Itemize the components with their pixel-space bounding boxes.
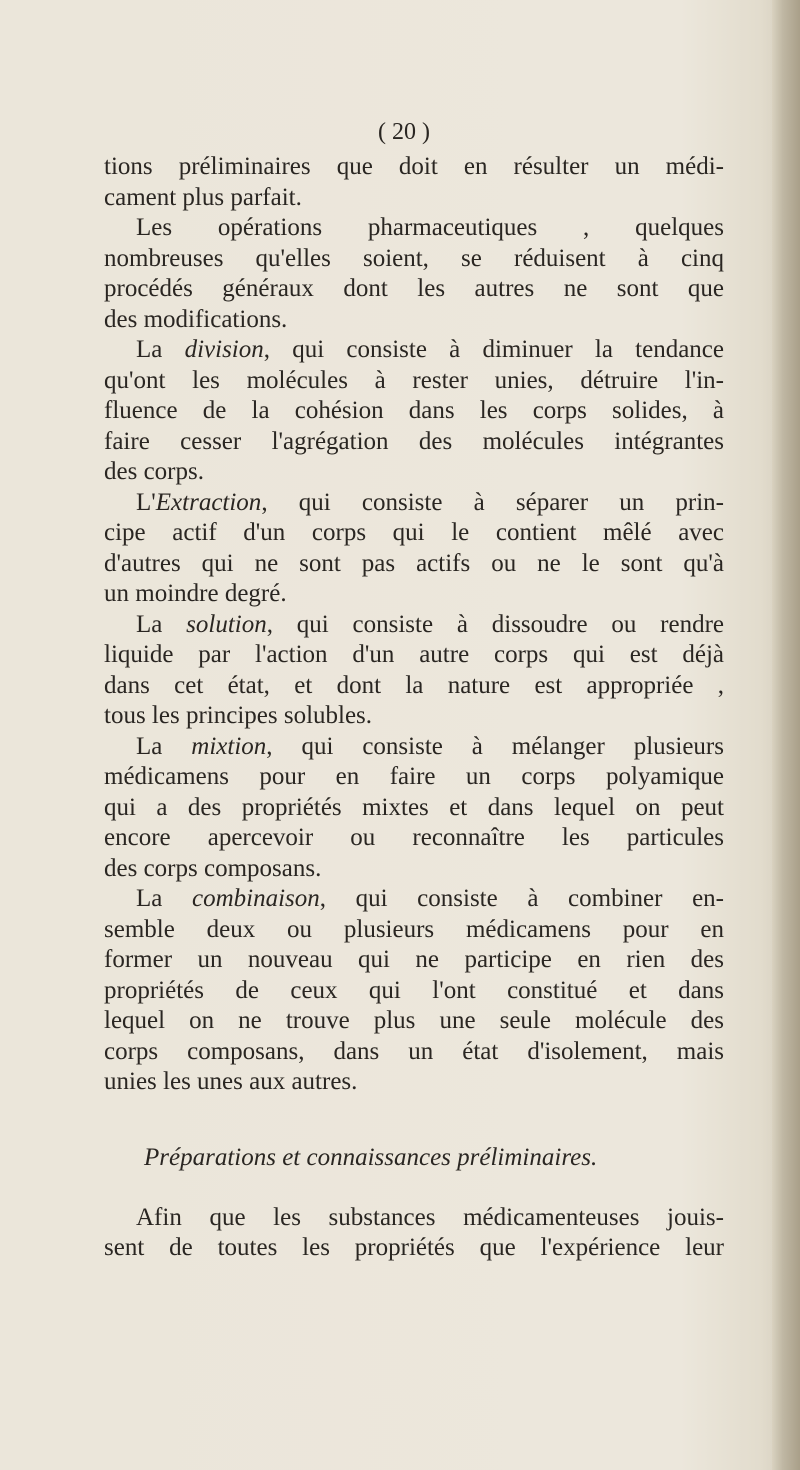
text-line: un moindre degré. (104, 580, 287, 607)
text-line: tions préliminaires que doit en résulter un médi- (104, 153, 724, 180)
text-line: propriétés de ceux qui l'ont constitué et dans (104, 976, 724, 1004)
paragraph (104, 732, 724, 885)
lead-rest: , qui consiste à diminuer la tendance (263, 336, 725, 363)
paragraph (104, 1203, 724, 1264)
page-number: ( 20 ) (378, 119, 430, 145)
text-line: sent de toutes les propriétés que l'expérience leur (104, 1234, 724, 1261)
lead-word: La (136, 610, 187, 638)
text-line: encore apercevoir ou reconnaître les particules (104, 824, 724, 851)
text-line: cipe actif d'un corps qui le contient mêlé avec (104, 519, 724, 546)
lead-rest: , qui consiste à mélanger plusieurs (266, 732, 724, 760)
text-line (104, 488, 724, 519)
term: combinaison (191, 885, 320, 912)
text-line: des corps composans. (104, 854, 322, 882)
lead-word: La (136, 336, 185, 363)
paragraph (104, 610, 724, 732)
text-line: unies les unes aux autres. (104, 1068, 358, 1095)
term: Extraction (155, 488, 262, 516)
term: division (184, 336, 264, 363)
text-line: cament plus parfait. (104, 183, 302, 211)
text-line: semble deux ou plusieurs médicamens pour en (104, 915, 724, 943)
text-line: Les opérations pharmaceutiques , quelques (136, 214, 724, 241)
text-line: lequel on ne trouve plus une seule molécule des (104, 1007, 724, 1034)
paragraph (104, 884, 724, 1098)
page-edge (772, 0, 800, 1470)
lead-rest: , qui consiste à combiner en- (319, 885, 724, 912)
page-text (104, 112, 724, 1264)
text-line (104, 732, 724, 763)
paragraph (104, 152, 724, 213)
paragraph (104, 488, 724, 610)
lead-rest: , qui consiste à dissoudre ou rendre (266, 610, 724, 638)
text-line: médicamens pour en faire un corps polyamique (104, 763, 724, 790)
lead-word: La (136, 732, 192, 760)
text-line: des modifications. (104, 305, 288, 333)
text-line (104, 610, 724, 641)
lead-word: L' (136, 488, 156, 516)
text-line (104, 335, 724, 366)
text-line: qui a des propriétés mixtes et dans lequel on peut (104, 793, 724, 821)
lead-rest: , qui consiste à séparer un prin- (261, 488, 724, 516)
text-line: dans cet état, et dont la nature est appropriée , (104, 671, 724, 699)
text-line: qu'ont les molécules à rester unies, détruire l'in- (104, 366, 724, 394)
text-line: liquide par l'action d'un autre corps qui est déjà (104, 641, 724, 668)
text-line: des corps. (104, 458, 204, 485)
lead-word: La (136, 885, 192, 912)
text-line: former un nouveau qui ne participe en rien des (104, 946, 724, 973)
text-line: nombreuses qu'elles soient, se réduisent à cinq (104, 244, 724, 272)
term: solution (186, 610, 267, 638)
text-line: faire cesser l'agrégation des molécules intégrantes (104, 427, 724, 455)
text-line: d'autres qui ne sont pas actifs ou ne le sont qu'à (104, 549, 724, 577)
text-line (104, 884, 724, 915)
text-line: procédés généraux dont les autres ne sont que (104, 275, 724, 302)
paragraph (104, 213, 724, 335)
text-line: Afin que les substances médicamenteuses jouis- (136, 1203, 724, 1231)
text-line: corps composans, dans un état d'isolement, mais (104, 1037, 724, 1065)
paragraph (104, 335, 724, 488)
text-line: fluence de la cohésion dans les corps solides, à (104, 397, 724, 424)
text-line: tous les principes solubles. (104, 702, 373, 729)
section-heading: Préparations et connaissances préliminaires. (144, 1143, 598, 1171)
term: mixtion (191, 732, 267, 760)
